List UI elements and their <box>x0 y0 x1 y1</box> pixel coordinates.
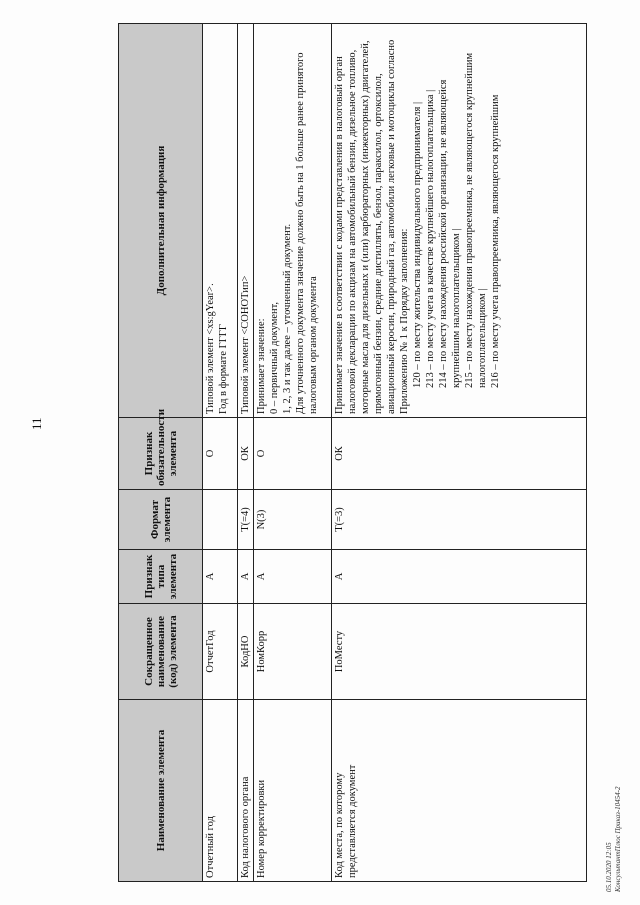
element-code: КодНО <box>238 604 254 700</box>
header-cell: Признак типа элемента <box>119 550 203 604</box>
element-format: T(=3) <box>332 490 587 550</box>
code-line: 216 – по месту учета правопреемника, являющегося крупнейшим <box>490 94 501 388</box>
footer-date: 05.10.2020 12:05 <box>605 842 613 892</box>
element-name: Код места, по которому представляется документ <box>332 700 587 882</box>
element-format: N(3) <box>254 490 332 550</box>
header-cell: Признак обязательности элемента <box>119 418 203 490</box>
page-number: 11 <box>29 417 44 430</box>
table-header-row <box>119 24 203 882</box>
element-name: Номер корректировки <box>254 700 332 882</box>
element-code: ПоМесту <box>332 604 587 700</box>
code-line: 120 – по месту жительства индивидуального предпринимателя | <box>412 101 423 388</box>
info-line: Типовой элемент <СОНОТип> <box>240 275 251 414</box>
footer-source: КонсультантПлюс Приказ-10454-2 <box>614 786 622 892</box>
info-line: 1, 2, 3 и так далее – уточненный документ. <box>282 223 293 414</box>
element-format: T(=4) <box>238 490 254 550</box>
element-info <box>254 24 332 418</box>
element-required: ОК <box>238 418 254 490</box>
element-name: Код налогового органа <box>238 700 254 882</box>
element-type: А <box>203 550 238 604</box>
element-code: ОтчетГод <box>203 604 238 700</box>
element-required: О <box>203 418 238 490</box>
element-info <box>203 24 238 418</box>
element-type: А <box>332 550 587 604</box>
info-line: Принимает значение в соответствии с кодами представления в налоговый орган налоговой декларации по акцизам на автомобильный бензин, дизельное топливо, моторные масла для дизельных и (или) карбюраторных (инжекторных) двигателей, прямогонный бензин, средние дистилляты, бензол, параксилол, ортоксилол, авиационный керосин, природный газ, автомобили легковые и мотоциклы согласно Приложению № 1 к Порядку заполнения: <box>334 39 410 414</box>
rotated-table-container <box>118 24 584 882</box>
element-required: ОК <box>332 418 587 490</box>
element-name: Отчетный год <box>203 700 238 882</box>
element-required: О <box>254 418 332 490</box>
code-line: 215 – по месту нахождения правопреемника, не являющегося крупнейшим налогоплательщиком | <box>464 52 488 388</box>
element-code: НомКорр <box>254 604 332 700</box>
code-line: 213 – по месту учета в качестве крупнейшего налогоплательщика | <box>425 89 436 388</box>
info-line: 0 – первичный документ, <box>269 301 280 414</box>
table-row <box>203 24 238 882</box>
table-row <box>254 24 332 882</box>
element-format <box>203 490 238 550</box>
elements-table <box>118 23 587 882</box>
print-footer <box>605 782 623 892</box>
element-type: А <box>254 550 332 604</box>
info-line: Принимает значение: <box>256 318 267 414</box>
header-cell: Дополнительная информация <box>119 24 203 418</box>
table-row <box>238 24 254 882</box>
info-line: Для уточненного документа значение должно быть на 1 больше ранее принятого налоговым органом документа <box>295 52 319 414</box>
info-line: Типовой элемент <xs:gYear>. <box>205 283 216 414</box>
table-row <box>332 24 587 882</box>
element-type: А <box>238 550 254 604</box>
header-cell: Формат элемента <box>119 490 203 550</box>
element-info <box>238 24 254 418</box>
header-cell: Наименование элемента <box>119 700 203 882</box>
header-cell: Сокращенное наименование (код) элемента <box>119 604 203 700</box>
code-line: 214 – по месту нахождения российской организации, не являющейся крупнейшим налогоплательщиком | <box>438 79 462 388</box>
element-info <box>332 24 587 418</box>
info-line: Год в формате ГГГГ <box>218 324 229 414</box>
